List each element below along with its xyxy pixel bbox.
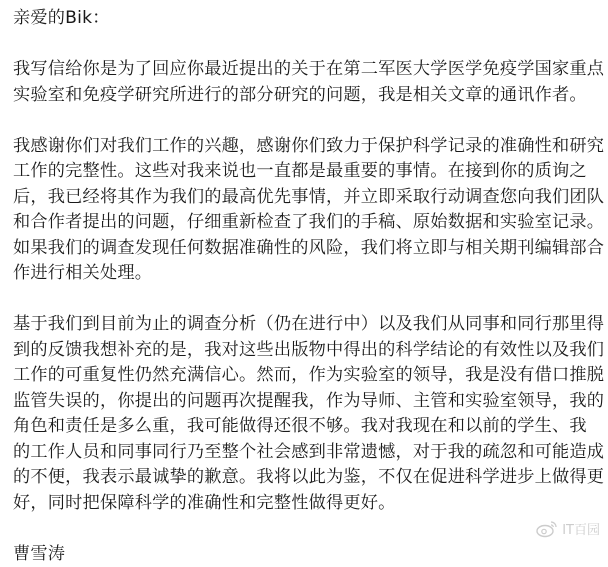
paragraph-line: 实验室和免疫学研究所进行的部分研究的问题，我是相关文章的通讯作者。 bbox=[13, 83, 598, 109]
paragraph-line: 基于我们到目前为止的调查分析（仍在进行中）以及我们从同事和同行那里得 bbox=[13, 312, 598, 338]
paragraph-line: 我感谢你们对我们工作的兴趣，感谢你们致力于保护科学记录的准确性和研究 bbox=[13, 134, 598, 160]
paragraph-line: 如果我们的调查发现任何数据准确性的风险，我们将立即与相关期刊编辑部合 bbox=[13, 236, 598, 262]
paragraph-line: 后，我已经将其作为我们的最高优先事情，并立即采取行动调查您向我们团队 bbox=[13, 185, 598, 211]
letter-body bbox=[13, 6, 598, 567]
paragraph-line: 工作的完整性。这些对我来说也一直都是最重要的事情。在接到你的质询之 bbox=[13, 159, 598, 185]
paragraph-3 bbox=[13, 312, 598, 516]
paragraph-spacer bbox=[13, 516, 598, 542]
greeting: 亲爱的Bik： bbox=[13, 6, 598, 32]
paragraph-line: 到的反馈我想补充的是，我对这些出版物中得出的科学结论的有效性以及我们 bbox=[13, 338, 598, 364]
paragraph-line: 和合作者提出的问题，仔细重新检查了我们的手稿、原始数据和实验室记录。 bbox=[13, 210, 598, 236]
watermark-text: IT百园 bbox=[562, 519, 600, 538]
paragraph-spacer bbox=[13, 108, 598, 134]
paragraph-line: 的工作人员和同事同行乃至整个社会感到非常遗憾，对于我的疏忽和可能造成 bbox=[13, 440, 598, 466]
paragraph-line: 监管失误的，你提出的问题再次提醒我，作为导师、主管和实验室领导，我的 bbox=[13, 389, 598, 415]
signature: 曹雪涛 bbox=[13, 542, 598, 567]
paragraph-line: 的不便，我表示最诚挚的歉意。我将以此为鉴，不仅在促进科学进步上做得更 bbox=[13, 465, 598, 491]
paragraph-line: 角色和责任是多么重，我可能做得还很不够。我对我现在和以前的学生、我 bbox=[13, 414, 598, 440]
weibo-icon bbox=[536, 520, 558, 538]
paragraph-line: 好，同时把保障科学的准确性和完整性做得更好。 bbox=[13, 491, 598, 517]
paragraph-1 bbox=[13, 57, 598, 108]
paragraph-spacer bbox=[13, 287, 598, 313]
paragraph-2 bbox=[13, 134, 598, 287]
paragraph-line: 工作的可重复性仍然充满信心。然而，作为实验室的领导，我是没有借口推脱 bbox=[13, 363, 598, 389]
watermark bbox=[536, 519, 600, 538]
paragraph-line: 作进行相关处理。 bbox=[13, 261, 598, 287]
paragraph-spacer bbox=[13, 32, 598, 58]
paragraph-line: 我写信给你是为了回应你最近提出的关于在第二军医大学医学免疫学国家重点 bbox=[13, 57, 598, 83]
